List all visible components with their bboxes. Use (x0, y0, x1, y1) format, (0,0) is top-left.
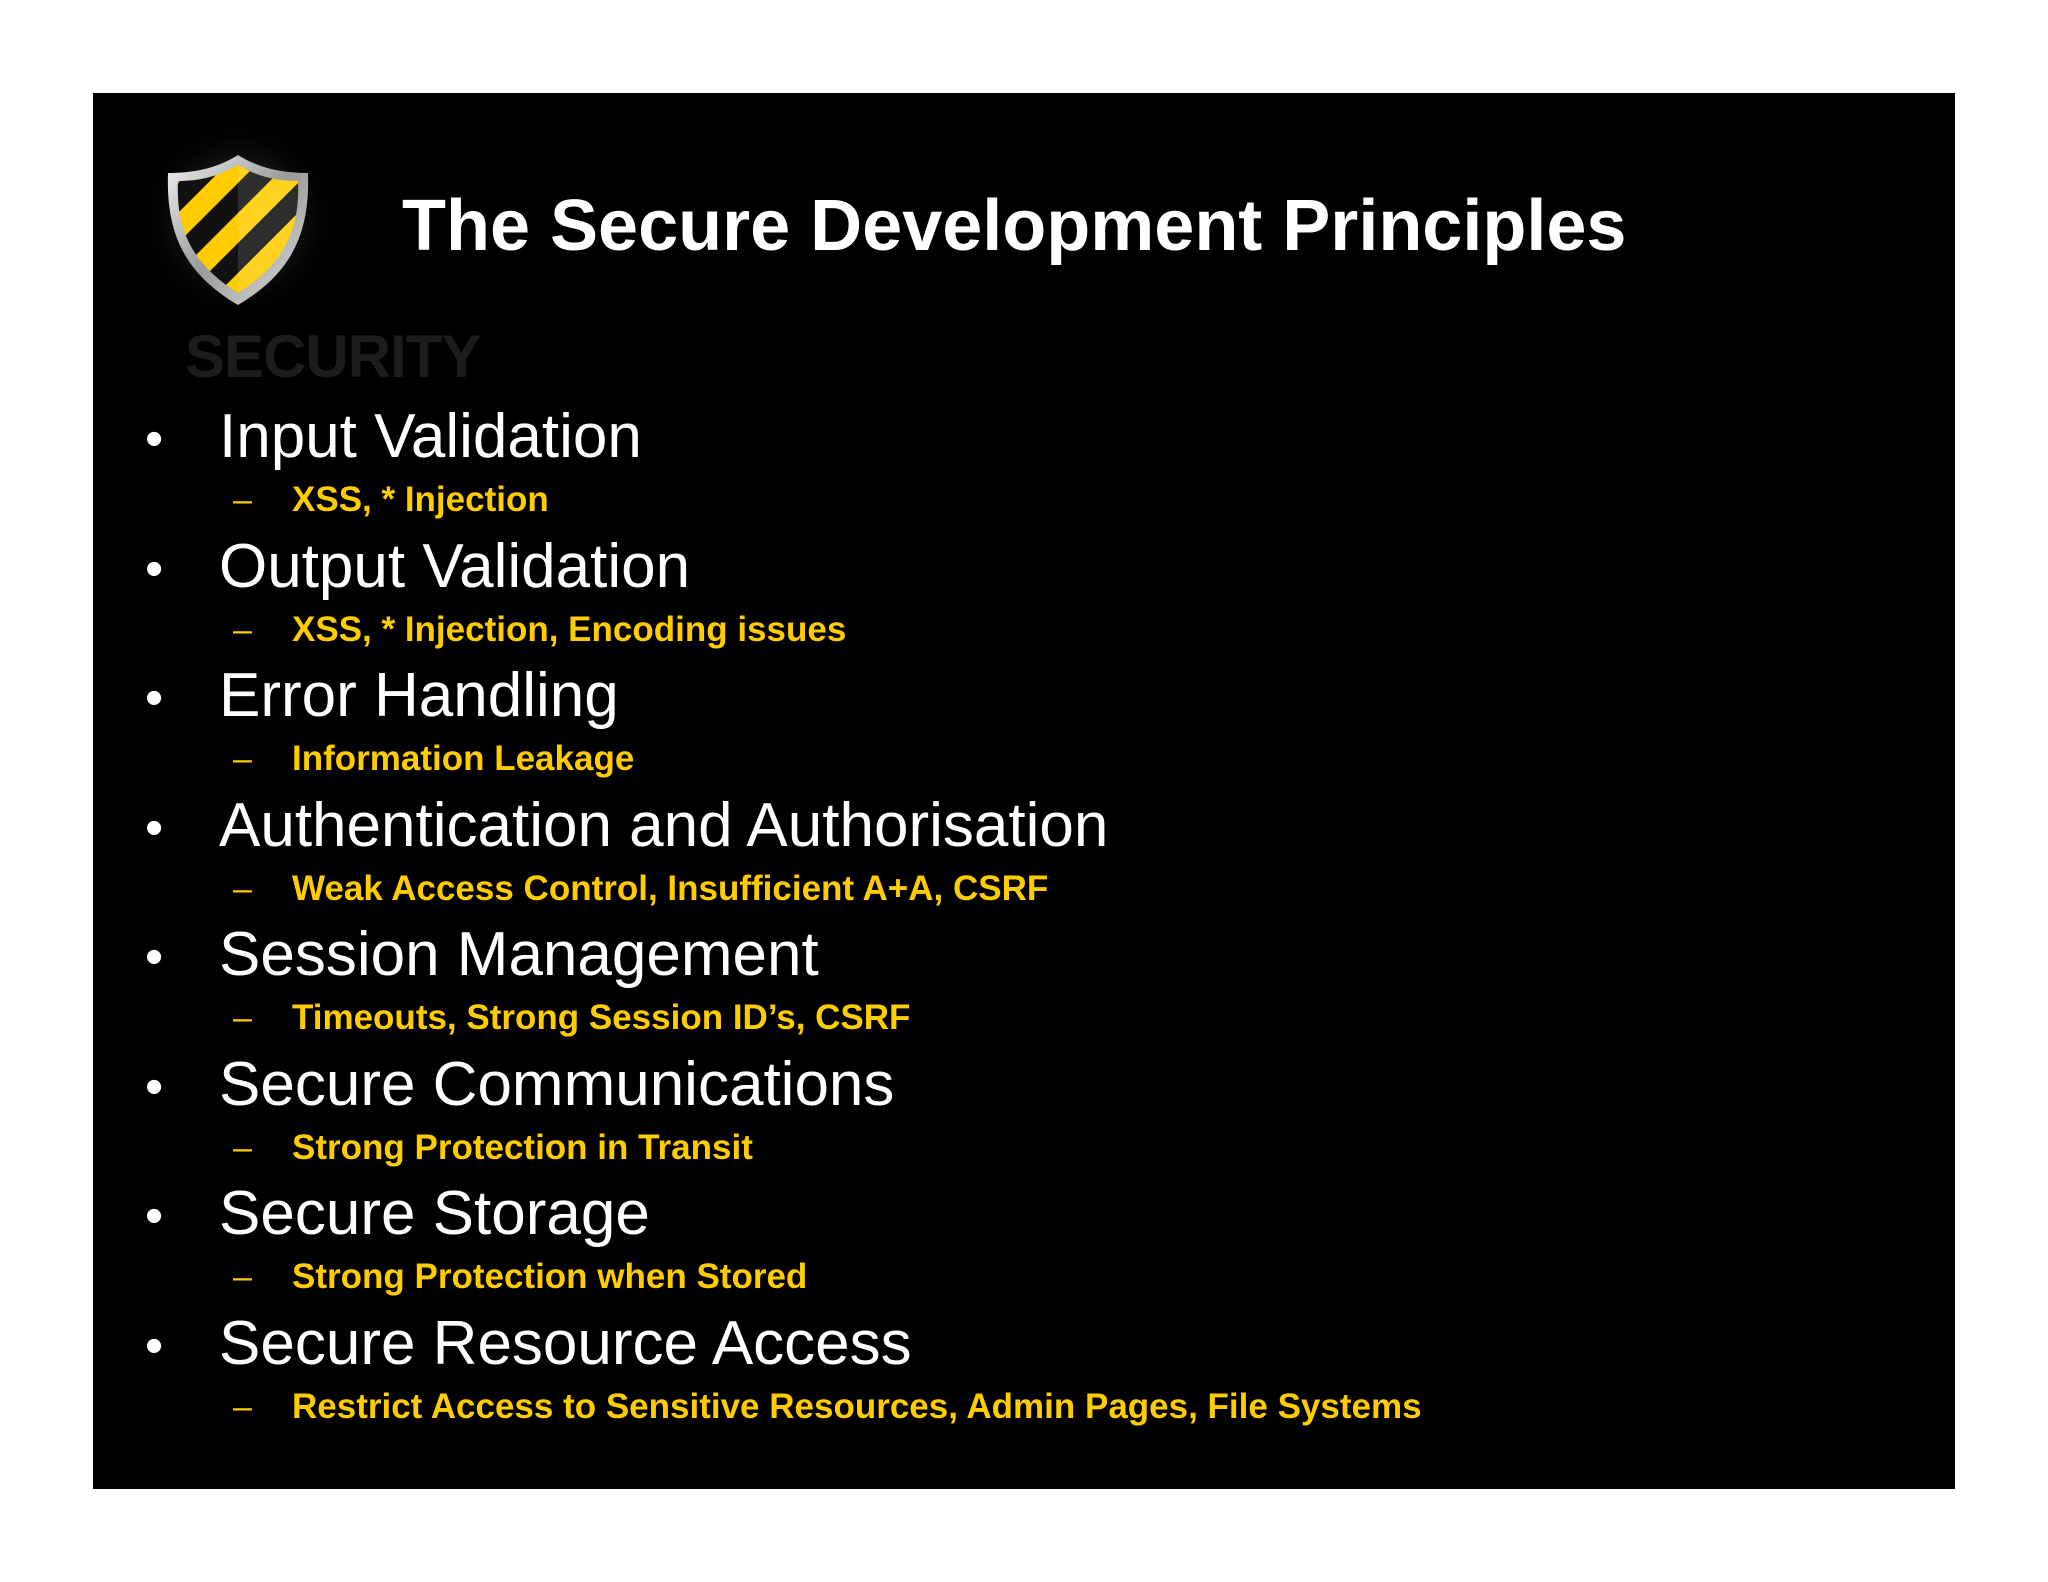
dash-icon: – (233, 481, 252, 519)
bullet-dot-icon: • (145, 410, 164, 468)
security-logo-text: SECURITY (185, 323, 481, 390)
bullet-dot-icon: • (145, 928, 164, 986)
bullet-dot-icon: • (145, 1187, 164, 1245)
dash-icon: – (233, 740, 252, 778)
principle-label: Input Validation (219, 402, 642, 471)
principle-detail: Information Leakage (292, 739, 635, 778)
principle-label: Secure Communications (219, 1049, 895, 1119)
principle-detail: Timeouts, Strong Session ID’s, CSRF (292, 998, 911, 1037)
principle-label: Error Handling (219, 661, 619, 730)
principle-label: Output Validation (219, 531, 691, 601)
bullet-dot-icon: • (145, 669, 164, 727)
dash-icon: – (233, 1258, 252, 1296)
dash-icon: – (233, 1387, 252, 1426)
principle-detail: XSS, * Injection, Encoding issues (292, 609, 847, 649)
principle-detail: Strong Protection when Stored (292, 1257, 808, 1296)
dash-icon: – (233, 1128, 252, 1167)
bullet-dot-icon: • (145, 798, 164, 857)
slide (93, 93, 1955, 1489)
security-shield-icon (138, 123, 428, 323)
dash-icon: – (233, 610, 252, 649)
principle-detail: Weak Access Control, Insufficient A+A, CSRF (292, 868, 1049, 908)
principle-label: Secure Storage (219, 1179, 650, 1248)
dash-icon: – (233, 869, 252, 908)
principle-detail: XSS, * Injection (292, 480, 549, 519)
slide-title: The Secure Development Principles (402, 186, 1627, 266)
bullet-dot-icon: • (145, 1316, 164, 1375)
principle-label: Secure Resource Access (219, 1308, 912, 1378)
bullet-dot-icon: • (145, 1057, 164, 1116)
dash-icon: – (233, 999, 252, 1037)
principle-label: Session Management (219, 920, 819, 989)
principle-detail: Strong Protection in Transit (292, 1127, 753, 1167)
principle-label: Authentication and Authorisation (219, 790, 1109, 860)
principle-detail: Restrict Access to Sensitive Resources, Admin Pages, File Systems (292, 1386, 1422, 1426)
bullet-dot-icon: • (145, 539, 164, 598)
